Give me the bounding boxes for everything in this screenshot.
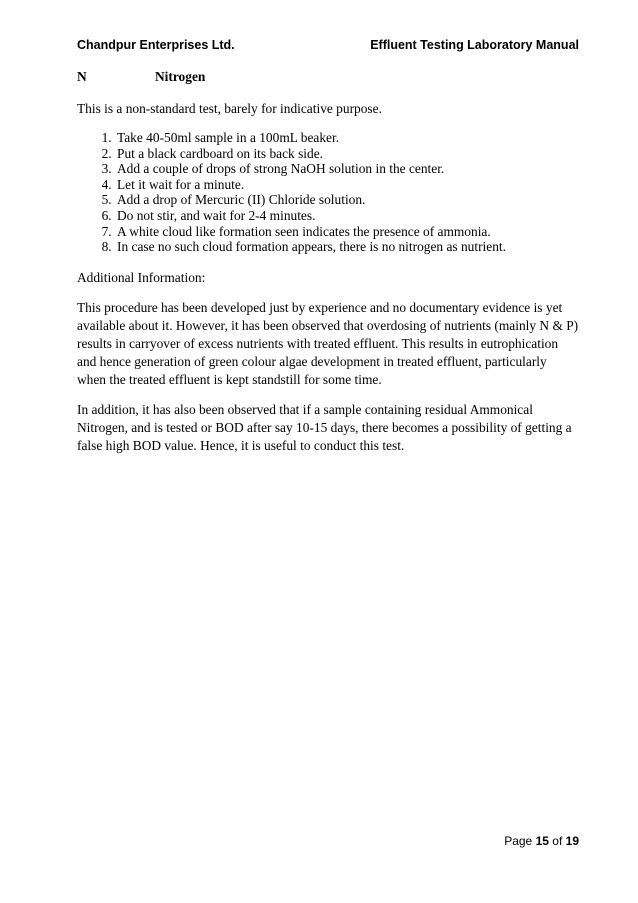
company-name: Chandpur Enterprises Ltd. (77, 38, 235, 52)
list-item: 4. Let it wait for a minute. (115, 177, 579, 193)
list-item: 3. Add a couple of drops of strong NaOH solution in the center. (115, 161, 579, 177)
section-title: Nitrogen (155, 69, 206, 84)
procedure-steps (77, 130, 579, 255)
list-item: 8. In case no such cloud formation appears, there is no nitrogen as nutrient. (115, 239, 579, 255)
body-paragraph: In addition, it has also been observed that if a sample containing residual Ammonical Nitrogen, and is tested or BOD after say 10-15 days, there becomes a possibility of getting a false high BOD value. Hence, it is useful to conduct this test. (77, 401, 572, 453)
body-paragraph: This procedure has been developed just by experience and no documentary evidence is yet available about it. However, it has been observed that overdosing of nutrients (mainly N & P) results in carryover of excess nutrients with treated effluent. This results in eutrophication and hence generation of green colour algae development in treated effluent, particularly when the treated effluent is kept standstill for some time. (77, 299, 579, 387)
manual-title: Effluent Testing Laboratory Manual (370, 38, 579, 52)
page-header (77, 38, 579, 58)
list-item: 5. Add a drop of Mercuric (II) Chloride solution. (115, 192, 579, 208)
page-content (77, 68, 579, 467)
list-item: 1. Take 40-50ml sample in a 100mL beaker. (115, 130, 579, 146)
page-label: Page (504, 834, 533, 848)
section-code: N (77, 69, 87, 84)
section-heading (77, 68, 579, 86)
of-label: of (552, 834, 563, 848)
additional-info-heading: Additional Information: (77, 269, 206, 285)
list-item: 2. Put a black cardboard on its back side. (115, 146, 579, 162)
page-number: 15 (535, 834, 549, 848)
page-total: 19 (565, 834, 579, 848)
page-footer (504, 834, 579, 848)
list-item: 6. Do not stir, and wait for 2-4 minutes. (115, 208, 579, 224)
list-item: 7. A white cloud like formation seen indicates the presence of ammonia. (115, 224, 579, 240)
intro-paragraph: This is a non-standard test, barely for indicative purpose. (77, 101, 382, 116)
